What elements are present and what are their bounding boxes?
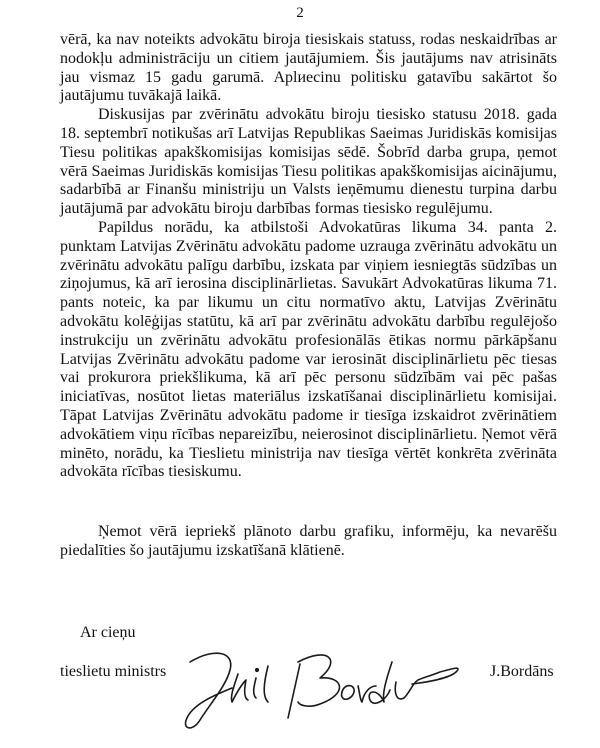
closing-regards: Ar cieņu [80,624,136,641]
paragraph-continuation: vērā, ka nav noteikts advokātu biroja tiesiskais statuss, rodas neskaidrības ar nodokļu administrāciju un citiem jautājumiem. Šis jautājums nav atrisināts jau vismaz 15 gadu garumā. Aplиecinu politisku gatavību sakārtot šo jautājumu tuvākajā laikā. [60,31,557,105]
paragraph-discussions: Diskusijas par zvērinātu advokātu biroju tiesisko statusu 2018. gada 18. septembrī notikušas arī Latvijas Republikas Saeimas Juridiskās komisijas Tiesu politikas apakškomisijas komisijas sēdē. Šobrīd darba grupa, ņemot vērā Saeimas Juridiskās komisijas Tiesu politikas apakškomisijas aicinājumu, sadarbībā ar Finanšu ministriju un Valsts ieņēmumu dienestu turpina darbu jautājumā par advokātu biroju darbības formas tiesisko regulējumu. [60,106,557,218]
signer-name: J.Bordāns [490,663,554,680]
page-number: 2 [296,5,304,21]
paragraph-additional: Papildus norādu, ka atbilstoši Advokatūras likuma 34. panta 2. punktam Latvijas Zvērinātu advokātu padome uzrauga zvērinātu advokātu un zvērinātu advokātu palīgu darbību, izskata par viņiem iesniegtās sūdzības un ziņojumus, kā arī ierosina disciplinārlietas. Savukārt Advokatūras likuma 71. pants noteic, ka par likumu un citu normatīvo aktu, Latvijas Zvērinātu advokātu kolēģijas statūtu, kā arī par zvērinātu advokātu darbību regulējošo instrukciju un zvērinātu advokātu profesionālās ētikas normu pārkāpšanu Latvijas Zvērinātu advokātu padome var ierosināt disciplinārlietu pēc tiesas vai prokurora priekšlikuma, kā arī pēc personu sūdzībām vai pēc pašas iniciatīvas, nosūtot lietas materiālus izskatīšanai disciplinārlietu komisijai. Tāpat Latvijas Zvērinātu advokātu padome ir tiesīga izskaidrot zvērinātiem advokātiem viņu rīcības nepareizību, neierosinot disciplinārlietu. Ņemot vērā minēto, norādu, ka Tieslietu ministrija nav tiesīga vērtēt konkrēta zvērināta advokāta rīcības tiesiskumu. [60,218,557,481]
paragraph-conclusion: Ņemot vērā iepriekš plānoto darbu grafiku, informēju, ka nevarēšu piedalīties šo jautājumu izskatīšanā klātienē. [60,523,557,559]
signer-position: tieslietu ministrs [60,663,167,680]
letter-body [60,31,557,561]
handwritten-signature [160,622,490,742]
